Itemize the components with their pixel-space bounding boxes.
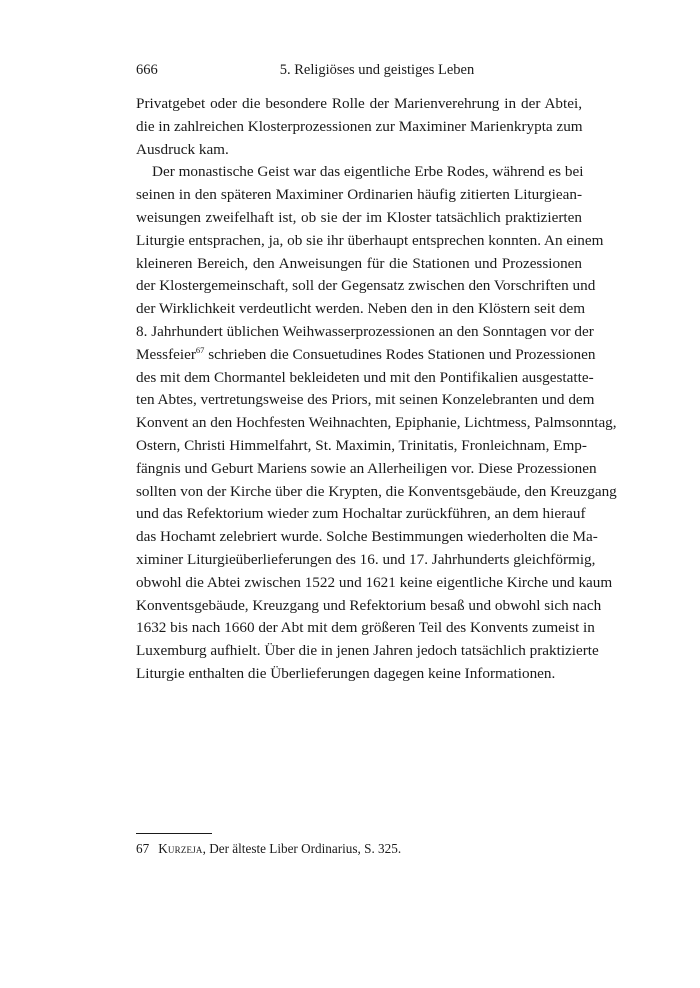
text-line: Ostern, Christi Himmelfahrt, St. Maximin, Trinitatis, Fronleichnam, Emp- [136, 436, 587, 454]
footnote-author: Kurzeja [158, 841, 203, 856]
text-line: seinen in den späteren Maximiner Ordinarien häufig zitierten Liturgiean- [136, 186, 582, 204]
paragraph-2 [136, 161, 617, 685]
footnote-divider [136, 833, 212, 834]
text-line: obwohl die Abtei zwischen 1522 und 1621 keine eigentliche Kirche und kaum [136, 573, 613, 591]
text-line: Liturgie entsprachen, ja, ob sie ihr überhaupt entsprechen konnten. An einem [136, 231, 604, 249]
text-line: ximiner Liturgieüberlieferungen des 16. und 17. Jahrhunderts gleichförmig, [136, 550, 596, 568]
running-head: 5. Religiöses und geistiges Leben [279, 62, 475, 78]
body-text [136, 93, 617, 686]
footnote-number: 67 [136, 841, 150, 856]
text-fragment: schrieben die Consuetudines Rodes Stationen und Prozessionen [204, 345, 596, 363]
page-header [136, 62, 582, 84]
text-line: fängnis und Geburt Mariens sowie an Allerheiligen vor. Diese Prozessionen [136, 459, 597, 477]
text-line: Ausdruck kam. [136, 140, 229, 158]
text-line: und das Refektorium wieder zum Hochaltar zurückführen, an dem hierauf [136, 505, 586, 523]
text-fragment: Messfeier [136, 345, 196, 363]
text-line: kleineren Bereich, den Anweisungen für die Stationen und Prozessionen [136, 254, 582, 272]
text-line: Privatgebet oder die besondere Rolle der Marienverehrung in der Abtei, [136, 95, 582, 112]
text-line: Luxemburg aufhielt. Über die in jenen Jahren jedoch tatsächlich praktizierte [136, 642, 599, 660]
text-line: das Hochamt zelebriert wurde. Solche Bestimmungen wiederholten die Ma- [136, 528, 598, 546]
text-line: weisungen zweifelhaft ist, ob sie der im Kloster tatsächlich praktizierten [136, 208, 582, 226]
text-line: der Wirklichkeit verdeutlicht werden. Neben den in den Klöstern seit dem [136, 300, 586, 318]
page-number: 666 [136, 62, 158, 78]
footnote-reference[interactable]: 67 [195, 344, 205, 355]
footnote [136, 840, 582, 858]
text-line: sollten von der Kirche über die Krypten, die Konventsgebäude, den Kreuzgang [136, 482, 617, 500]
text-line: Der monastische Geist war das eigentliche Erbe Rodes, während es bei [152, 163, 584, 181]
text-line: ten Abtes, vertretungsweise des Priors, mit seinen Konzelebranten und dem [136, 391, 595, 409]
text-line: Konventsgebäude, Kreuzgang und Refektorium besaß und obwohl sich nach [136, 596, 602, 614]
text-line-with-footnote-ref [136, 344, 596, 367]
footnote-text: , Der älteste Liber Ordinarius, S. 325. [202, 841, 402, 856]
text-line: des mit dem Chormantel bekleideten und mit den Pontifikalien ausgestatte- [136, 368, 594, 386]
paragraph-1 [136, 93, 582, 161]
text-line: die in zahlreichen Klosterprozessionen zur Maximiner Marienkrypta zum [136, 117, 583, 135]
text-line: der Klostergemeinschaft, soll der Gegensatz zwischen den Vorschriften und [136, 277, 596, 295]
text-line: 1632 bis nach 1660 der Abt mit dem größeren Teil des Konvents zumeist in [136, 619, 595, 637]
text-line: 8. Jahrhundert üblichen Weihwasserprozessionen an den Sonntagen vor der [136, 322, 594, 340]
text-line: Liturgie enthalten die Überlieferungen dagegen keine Informationen. [136, 664, 556, 682]
text-line: Konvent an den Hochfesten Weihnachten, Epiphanie, Lichtmess, Palmsonntag, [136, 414, 617, 432]
